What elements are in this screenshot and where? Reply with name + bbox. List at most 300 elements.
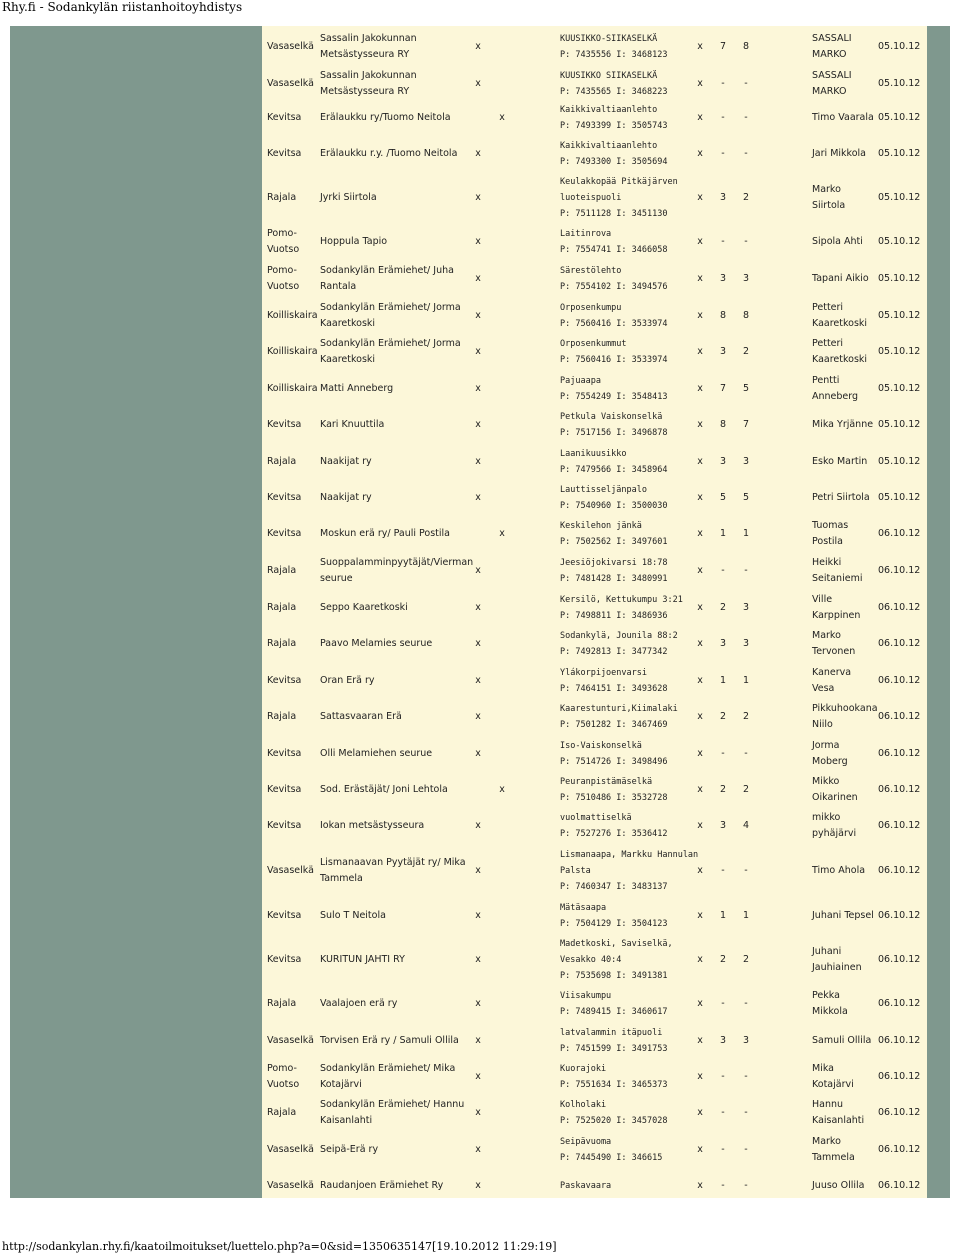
x-mark-1: x bbox=[475, 1180, 481, 1191]
club-cell: Sod. Erästäjät/ Joni Lehtola bbox=[320, 784, 448, 795]
table-row bbox=[262, 444, 927, 480]
hunter-cell: Jari Mikkola bbox=[812, 148, 866, 159]
location-name: KUUSIKKO-SIIKASELKÄ bbox=[560, 34, 658, 44]
date-cell: 06.10.12 bbox=[878, 528, 921, 539]
x-mark-2: x bbox=[697, 236, 703, 247]
count-2: - bbox=[744, 236, 748, 247]
x-mark-1: x bbox=[475, 820, 481, 831]
area-cell: Pomo-Vuotso bbox=[267, 265, 300, 292]
count-1: 3 bbox=[719, 192, 727, 203]
date-cell: 05.10.12 bbox=[878, 78, 921, 89]
x-mark-1: x bbox=[475, 865, 481, 876]
x-mark-1: x bbox=[475, 419, 481, 430]
date-cell: 05.10.12 bbox=[878, 310, 921, 321]
location-coordinates: P: 7527276 I: 3536412 bbox=[560, 829, 668, 839]
location-coordinates: P: 7514726 I: 3498496 bbox=[560, 757, 668, 767]
area-cell: Kevitsa bbox=[267, 910, 302, 921]
count-2: - bbox=[744, 748, 748, 759]
count-2: - bbox=[744, 1180, 748, 1191]
count-1: 3 bbox=[719, 1035, 727, 1046]
location-coordinates: P: 7510486 I: 3532728 bbox=[560, 793, 668, 803]
x-mark-2: x bbox=[697, 820, 703, 831]
x-mark-2: x bbox=[697, 565, 703, 576]
count-1: 2 bbox=[719, 602, 727, 613]
location-cell bbox=[560, 446, 700, 478]
location-name: Sodankylä, Jounila 88:2 bbox=[560, 631, 678, 641]
club-cell: Suoppalamminpyytäjät/Vierman seurue bbox=[320, 557, 474, 584]
count-1: - bbox=[721, 112, 725, 123]
x-mark-2: x bbox=[697, 346, 703, 357]
club-cell: Seipä-Erä ry bbox=[320, 1144, 379, 1155]
location-cell bbox=[560, 774, 700, 806]
club-cell: Sassalin Jakokunnan Metsästysseura RY bbox=[320, 70, 417, 97]
x-mark-1: x bbox=[475, 148, 481, 159]
date-cell: 06.10.12 bbox=[878, 1071, 921, 1082]
x-mark-1: x bbox=[475, 1071, 481, 1082]
count-2: 1 bbox=[742, 910, 750, 921]
table-row bbox=[262, 1059, 927, 1095]
table-row bbox=[262, 334, 927, 370]
count-1: 1 bbox=[719, 910, 727, 921]
x-mark-2: x bbox=[697, 419, 703, 430]
hunter-cell: Tuomas Postila bbox=[812, 520, 849, 547]
x-mark-1: x bbox=[475, 41, 481, 52]
count-2: 3 bbox=[742, 273, 750, 284]
x-mark-2: x bbox=[697, 1071, 703, 1082]
location-name: latvalammin itäpuoli bbox=[560, 1028, 663, 1038]
location-name: Laitinrova bbox=[560, 229, 612, 239]
x-mark-1: x bbox=[475, 492, 481, 503]
area-cell: Kevitsa bbox=[267, 419, 302, 430]
count-1: - bbox=[721, 1107, 725, 1118]
location-coordinates: P: 7504129 I: 3504123 bbox=[560, 919, 668, 929]
count-1: 7 bbox=[719, 41, 727, 52]
table-row bbox=[262, 298, 927, 334]
location-coordinates: P: 7517156 I: 3496878 bbox=[560, 428, 668, 438]
hunter-cell: Petteri Kaaretkoski bbox=[812, 338, 868, 365]
x-mark-2: x bbox=[697, 711, 703, 722]
table-row bbox=[262, 699, 927, 735]
table-row bbox=[262, 224, 927, 260]
date-cell: 05.10.12 bbox=[878, 456, 921, 467]
location-cell bbox=[560, 263, 700, 295]
x-mark-1: x bbox=[475, 998, 481, 1009]
location-cell bbox=[560, 482, 700, 514]
area-cell: Rajala bbox=[267, 638, 297, 649]
club-cell: Naakijat ry bbox=[320, 492, 372, 503]
x-mark-2: x bbox=[697, 784, 703, 795]
count-2: 7 bbox=[742, 419, 750, 430]
area-cell: Rajala bbox=[267, 998, 297, 1009]
x-mark-1: x bbox=[475, 1107, 481, 1118]
location-cell bbox=[560, 102, 700, 134]
x-mark-1: x bbox=[475, 638, 481, 649]
date-cell: 06.10.12 bbox=[878, 784, 921, 795]
hunter-cell: Marko Tammela bbox=[812, 1136, 855, 1163]
area-cell: Kevitsa bbox=[267, 820, 302, 831]
hunter-cell: Hannu Kaisanlahti bbox=[812, 1099, 865, 1126]
club-cell: Matti Anneberg bbox=[320, 383, 394, 394]
club-cell: Jyrki Siirtola bbox=[320, 192, 377, 203]
area-cell: Vasaselkä bbox=[267, 865, 314, 876]
club-cell: Moskun erä ry/ Pauli Postila bbox=[320, 528, 450, 539]
count-1: - bbox=[721, 565, 725, 576]
count-2: 4 bbox=[742, 820, 750, 831]
x-mark-1: x bbox=[475, 273, 481, 284]
count-1: 5 bbox=[719, 492, 727, 503]
count-1: - bbox=[721, 1180, 725, 1191]
count-1: 2 bbox=[719, 784, 727, 795]
location-cell bbox=[560, 518, 700, 550]
x-mark-1: x bbox=[475, 1144, 481, 1155]
x-mark-2: x bbox=[697, 1035, 703, 1046]
count-2: - bbox=[744, 865, 748, 876]
x-mark-2: x bbox=[697, 192, 703, 203]
location-name: Pajuaapa bbox=[560, 376, 601, 386]
count-2: 8 bbox=[742, 310, 750, 321]
count-1: - bbox=[721, 1071, 725, 1082]
count-2: - bbox=[744, 148, 748, 159]
hunter-cell: Marko Siirtola bbox=[812, 184, 846, 211]
area-cell: Vasaselkä bbox=[267, 1180, 314, 1191]
x-mark-1: x bbox=[475, 456, 481, 467]
count-1: - bbox=[721, 748, 725, 759]
location-cell bbox=[560, 1025, 700, 1057]
count-2: 3 bbox=[742, 1035, 750, 1046]
hunter-cell: Pentti Anneberg bbox=[812, 375, 859, 402]
club-cell: Kari Knuuttila bbox=[320, 419, 385, 430]
count-2: - bbox=[744, 998, 748, 1009]
x-mark-2: x bbox=[697, 273, 703, 284]
hunter-cell: Timo Vaarala bbox=[812, 112, 874, 123]
location-coordinates: P: 7554741 I: 3466058 bbox=[560, 245, 668, 255]
area-cell: Kevitsa bbox=[267, 675, 302, 686]
area-cell: Kevitsa bbox=[267, 528, 302, 539]
date-cell: 05.10.12 bbox=[878, 192, 921, 203]
area-cell: Kevitsa bbox=[267, 784, 302, 795]
location-coordinates: P: 7540960 I: 3500030 bbox=[560, 501, 668, 511]
date-cell: 06.10.12 bbox=[878, 602, 921, 613]
x-mark-2: x bbox=[697, 865, 703, 876]
x-mark-1: x bbox=[475, 1035, 481, 1046]
x-mark-1: x bbox=[475, 602, 481, 613]
table-row bbox=[262, 626, 927, 662]
club-cell: Sassalin Jakokunnan Metsästysseura RY bbox=[320, 33, 417, 60]
hunter-cell: SASSALI MARKO bbox=[812, 33, 852, 60]
location-name: Kolholaki bbox=[560, 1100, 607, 1110]
hunter-cell: SASSALI MARKO bbox=[812, 70, 852, 97]
location-cell bbox=[560, 300, 700, 332]
location-coordinates: P: 7551634 I: 3465373 bbox=[560, 1080, 668, 1090]
table-row bbox=[262, 847, 927, 895]
count-1: 3 bbox=[719, 273, 727, 284]
count-1: 7 bbox=[719, 383, 727, 394]
hunter-cell: Juuso Ollila bbox=[812, 1180, 865, 1191]
table-row bbox=[262, 30, 927, 64]
area-cell: Koilliskaira bbox=[267, 346, 318, 357]
hunter-cell: Samuli Ollila bbox=[812, 1035, 872, 1046]
table-row bbox=[262, 590, 927, 626]
location-coordinates: P: 7501282 I: 3467469 bbox=[560, 720, 668, 730]
count-2: - bbox=[744, 78, 748, 89]
location-name: Lismanaapa, Markku Hannulan Palsta bbox=[560, 850, 699, 876]
date-cell: 05.10.12 bbox=[878, 419, 921, 430]
table-row bbox=[262, 137, 927, 171]
area-cell: Rajala bbox=[267, 456, 297, 467]
location-name: Viisakumpu bbox=[560, 991, 612, 1001]
location-name: Iso-Vaiskonselkä bbox=[560, 741, 642, 751]
location-cell bbox=[560, 810, 700, 842]
location-cell bbox=[560, 847, 700, 895]
table-row bbox=[262, 407, 927, 443]
area-cell: Rajala bbox=[267, 192, 297, 203]
club-cell: Sodankylän Erämiehet/ Hannu Kaisanlahti bbox=[320, 1099, 465, 1126]
club-cell: Sulo T Neitola bbox=[320, 910, 386, 921]
location-name: Seipävuoma bbox=[560, 1137, 612, 1147]
date-cell: 06.10.12 bbox=[878, 675, 921, 686]
location-cell bbox=[560, 31, 700, 63]
location-name: Kaikkivaltiaanlehto bbox=[560, 141, 658, 151]
count-2: - bbox=[744, 112, 748, 123]
club-cell: Sodankylän Erämiehet/ Juha Rantala bbox=[320, 265, 454, 292]
date-cell: 06.10.12 bbox=[878, 711, 921, 722]
location-coordinates: P: 7554249 I: 3548413 bbox=[560, 392, 668, 402]
location-cell bbox=[560, 628, 700, 660]
date-cell: 05.10.12 bbox=[878, 492, 921, 503]
hunter-cell: Marko Tervonen bbox=[812, 630, 856, 657]
date-cell: 06.10.12 bbox=[878, 565, 921, 576]
area-cell: Rajala bbox=[267, 1107, 297, 1118]
location-name: KUUSIKKO SIIKASELKÄ bbox=[560, 71, 658, 81]
table-row bbox=[262, 936, 927, 984]
count-2: 2 bbox=[742, 784, 750, 795]
table-row bbox=[262, 663, 927, 699]
count-2: 1 bbox=[742, 675, 750, 686]
date-cell: 06.10.12 bbox=[878, 954, 921, 965]
x-mark-2: x bbox=[697, 954, 703, 965]
count-1: 2 bbox=[719, 954, 727, 965]
count-1: - bbox=[721, 998, 725, 1009]
x-mark-1: x bbox=[475, 383, 481, 394]
count-1: 8 bbox=[719, 419, 727, 430]
club-cell: Paavo Melamies seurue bbox=[320, 638, 433, 649]
hunter-cell: Juhani Jauhiainen bbox=[812, 946, 862, 973]
area-cell: Vasaselkä bbox=[267, 78, 314, 89]
location-coordinates: P: 7498811 I: 3486936 bbox=[560, 611, 668, 621]
area-cell: Vasaselkä bbox=[267, 1144, 314, 1155]
table-row bbox=[262, 101, 927, 135]
area-cell: Kevitsa bbox=[267, 954, 302, 965]
count-1: 3 bbox=[719, 456, 727, 467]
location-coordinates: P: 7493399 I: 3505743 bbox=[560, 121, 668, 131]
location-name: Ylákorpijoenvarsi bbox=[560, 668, 647, 678]
x-mark-2: x bbox=[697, 528, 703, 539]
location-coordinates: P: 7535698 I: 3491381 bbox=[560, 971, 668, 981]
area-cell: Rajala bbox=[267, 602, 297, 613]
location-cell bbox=[560, 226, 700, 258]
date-cell: 05.10.12 bbox=[878, 346, 921, 357]
table-row bbox=[262, 174, 927, 222]
x-mark-1: x bbox=[499, 112, 505, 123]
hunter-cell: Juhani Tepsel bbox=[812, 910, 874, 921]
x-mark-2: x bbox=[697, 998, 703, 1009]
location-name: Mätäsaapa bbox=[560, 903, 607, 913]
count-2: 2 bbox=[742, 954, 750, 965]
count-2: 3 bbox=[742, 456, 750, 467]
location-coordinates: P: 7493300 I: 3505694 bbox=[560, 157, 668, 167]
hunter-cell: Heikki Seitaniemi bbox=[812, 557, 863, 584]
club-cell: Sodankylän Erämiehet/ Jorma Kaaretkoski bbox=[320, 302, 461, 329]
table-row bbox=[262, 772, 927, 808]
table-row bbox=[262, 261, 927, 297]
club-cell: Iokan metsästysseura bbox=[320, 820, 425, 831]
count-1: - bbox=[721, 78, 725, 89]
location-cell bbox=[560, 900, 700, 932]
x-mark-2: x bbox=[697, 310, 703, 321]
count-1: 1 bbox=[719, 528, 727, 539]
count-2: 1 bbox=[742, 528, 750, 539]
location-coordinates: P: 7460347 I: 3483137 bbox=[560, 882, 668, 892]
count-2: 2 bbox=[742, 346, 750, 357]
location-cell bbox=[560, 1097, 700, 1129]
count-2: 5 bbox=[742, 383, 750, 394]
club-cell: Raudanjoen Erämiehet Ry bbox=[320, 1180, 444, 1191]
club-cell: Lismanaavan Pyytäjät ry/ Mika Tammela bbox=[320, 857, 466, 884]
x-mark-1: x bbox=[475, 748, 481, 759]
location-coordinates: P: 7560416 I: 3533974 bbox=[560, 319, 668, 329]
location-name: Petkula Vaiskonselkä bbox=[560, 412, 663, 422]
location-coordinates: P: 7479566 I: 3458964 bbox=[560, 465, 668, 475]
location-coordinates: P: 7560416 I: 3533974 bbox=[560, 355, 668, 365]
location-coordinates: P: 7464151 I: 3493628 bbox=[560, 684, 668, 694]
x-mark-1: x bbox=[475, 565, 481, 576]
area-cell: Pomo-Vuotso bbox=[267, 228, 300, 255]
date-cell: 06.10.12 bbox=[878, 1144, 921, 1155]
date-cell: 05.10.12 bbox=[878, 273, 921, 284]
club-cell: Erälaukku ry/Tuomo Neitola bbox=[320, 112, 451, 123]
club-cell: KURITUN JAHTI RY bbox=[320, 954, 405, 965]
date-cell: 06.10.12 bbox=[878, 638, 921, 649]
area-cell: Kevitsa bbox=[267, 148, 302, 159]
x-mark-2: x bbox=[697, 112, 703, 123]
moose-harvest-table bbox=[262, 26, 927, 1198]
location-name: Kaikkivaltiaanlehto bbox=[560, 105, 658, 115]
location-coordinates: P: 7435565 I: 3468223 bbox=[560, 87, 668, 97]
count-1: - bbox=[721, 865, 725, 876]
date-cell: 05.10.12 bbox=[878, 236, 921, 247]
table-row bbox=[262, 898, 927, 934]
location-name: Laanikuusikko bbox=[560, 449, 627, 459]
location-cell bbox=[560, 1061, 700, 1093]
location-coordinates: P: 7502562 I: 3497601 bbox=[560, 537, 668, 547]
location-cell bbox=[560, 988, 700, 1020]
x-mark-1: x bbox=[475, 675, 481, 686]
club-cell: Olli Melamiehen seurue bbox=[320, 748, 433, 759]
location-coordinates: P: 7489415 I: 3460617 bbox=[560, 1007, 668, 1017]
date-cell: 06.10.12 bbox=[878, 1180, 921, 1191]
table-row bbox=[262, 736, 927, 772]
location-cell bbox=[560, 409, 700, 441]
table-row bbox=[262, 1095, 927, 1131]
count-1: 3 bbox=[719, 346, 727, 357]
date-cell: 06.10.12 bbox=[878, 998, 921, 1009]
count-2: - bbox=[744, 1144, 748, 1155]
date-cell: 06.10.12 bbox=[878, 1035, 921, 1046]
x-mark-2: x bbox=[697, 148, 703, 159]
count-2: 3 bbox=[742, 638, 750, 649]
date-cell: 05.10.12 bbox=[878, 148, 921, 159]
location-cell bbox=[560, 665, 700, 697]
location-cell bbox=[560, 1134, 700, 1166]
x-mark-1: x bbox=[475, 346, 481, 357]
count-2: - bbox=[744, 1071, 748, 1082]
count-1: - bbox=[721, 148, 725, 159]
date-cell: 06.10.12 bbox=[878, 820, 921, 831]
hunter-cell: Petteri Kaaretkoski bbox=[812, 302, 868, 329]
club-cell: Naakijat ry bbox=[320, 456, 372, 467]
hunter-cell: mikko pyhäjärvi bbox=[812, 812, 857, 839]
x-mark-2: x bbox=[697, 638, 703, 649]
hunter-cell: Pikkuhookana Niilo bbox=[812, 703, 878, 730]
hunter-cell: Tapani Aikio bbox=[812, 273, 869, 284]
x-mark-2: x bbox=[697, 383, 703, 394]
x-mark-2: x bbox=[697, 675, 703, 686]
count-2: 3 bbox=[742, 602, 750, 613]
hunter-cell: Mika Yrjänne bbox=[812, 419, 874, 430]
location-name: Madetkoski, Saviselkä, Vesakko 40:4 bbox=[560, 939, 673, 965]
table-row bbox=[262, 1023, 927, 1059]
area-cell: Rajala bbox=[267, 565, 297, 576]
table-row bbox=[262, 371, 927, 407]
location-cell bbox=[560, 936, 700, 984]
location-cell bbox=[560, 138, 700, 170]
x-mark-1: x bbox=[475, 236, 481, 247]
count-1: 3 bbox=[719, 638, 727, 649]
location-cell bbox=[560, 68, 700, 100]
x-mark-1: x bbox=[475, 954, 481, 965]
table-row bbox=[262, 1174, 927, 1198]
date-cell: 06.10.12 bbox=[878, 865, 921, 876]
count-1: 2 bbox=[719, 711, 727, 722]
location-cell bbox=[560, 1178, 700, 1194]
area-cell: Kevitsa bbox=[267, 112, 302, 123]
hunter-cell: Petri Siirtola bbox=[812, 492, 870, 503]
area-cell: Kevitsa bbox=[267, 748, 302, 759]
location-name: vuolmattiselkä bbox=[560, 813, 632, 823]
club-cell: Sodankylän Erämiehet/ Jorma Kaaretkoski bbox=[320, 338, 461, 365]
table-row bbox=[262, 808, 927, 844]
date-cell: 05.10.12 bbox=[878, 41, 921, 52]
count-2: 5 bbox=[742, 492, 750, 503]
location-cell bbox=[560, 738, 700, 770]
x-mark-2: x bbox=[697, 492, 703, 503]
location-cell bbox=[560, 701, 700, 733]
count-1: 8 bbox=[719, 310, 727, 321]
club-cell: Oran Erä ry bbox=[320, 675, 375, 686]
club-cell: Vaalajoen erä ry bbox=[320, 998, 398, 1009]
count-2: 2 bbox=[742, 192, 750, 203]
table-row bbox=[262, 480, 927, 516]
club-cell: Sodankylän Erämiehet/ Mika Kotajärvi bbox=[320, 1063, 456, 1090]
x-mark-2: x bbox=[697, 748, 703, 759]
date-cell: 05.10.12 bbox=[878, 112, 921, 123]
hunter-cell: Pekka Mikkola bbox=[812, 990, 848, 1017]
club-cell: Hoppula Tapio bbox=[320, 236, 388, 247]
hunter-cell: Jorma Moberg bbox=[812, 740, 848, 767]
page-url-footer: http://sodankylan.rhy.fi/kaatoilmoitukset/luettelo.php?a=0&sid=1350635147[19.10.2012 11:29:19] bbox=[2, 1240, 557, 1253]
hunter-cell: Ville Karppinen bbox=[812, 594, 861, 621]
location-cell bbox=[560, 174, 700, 222]
